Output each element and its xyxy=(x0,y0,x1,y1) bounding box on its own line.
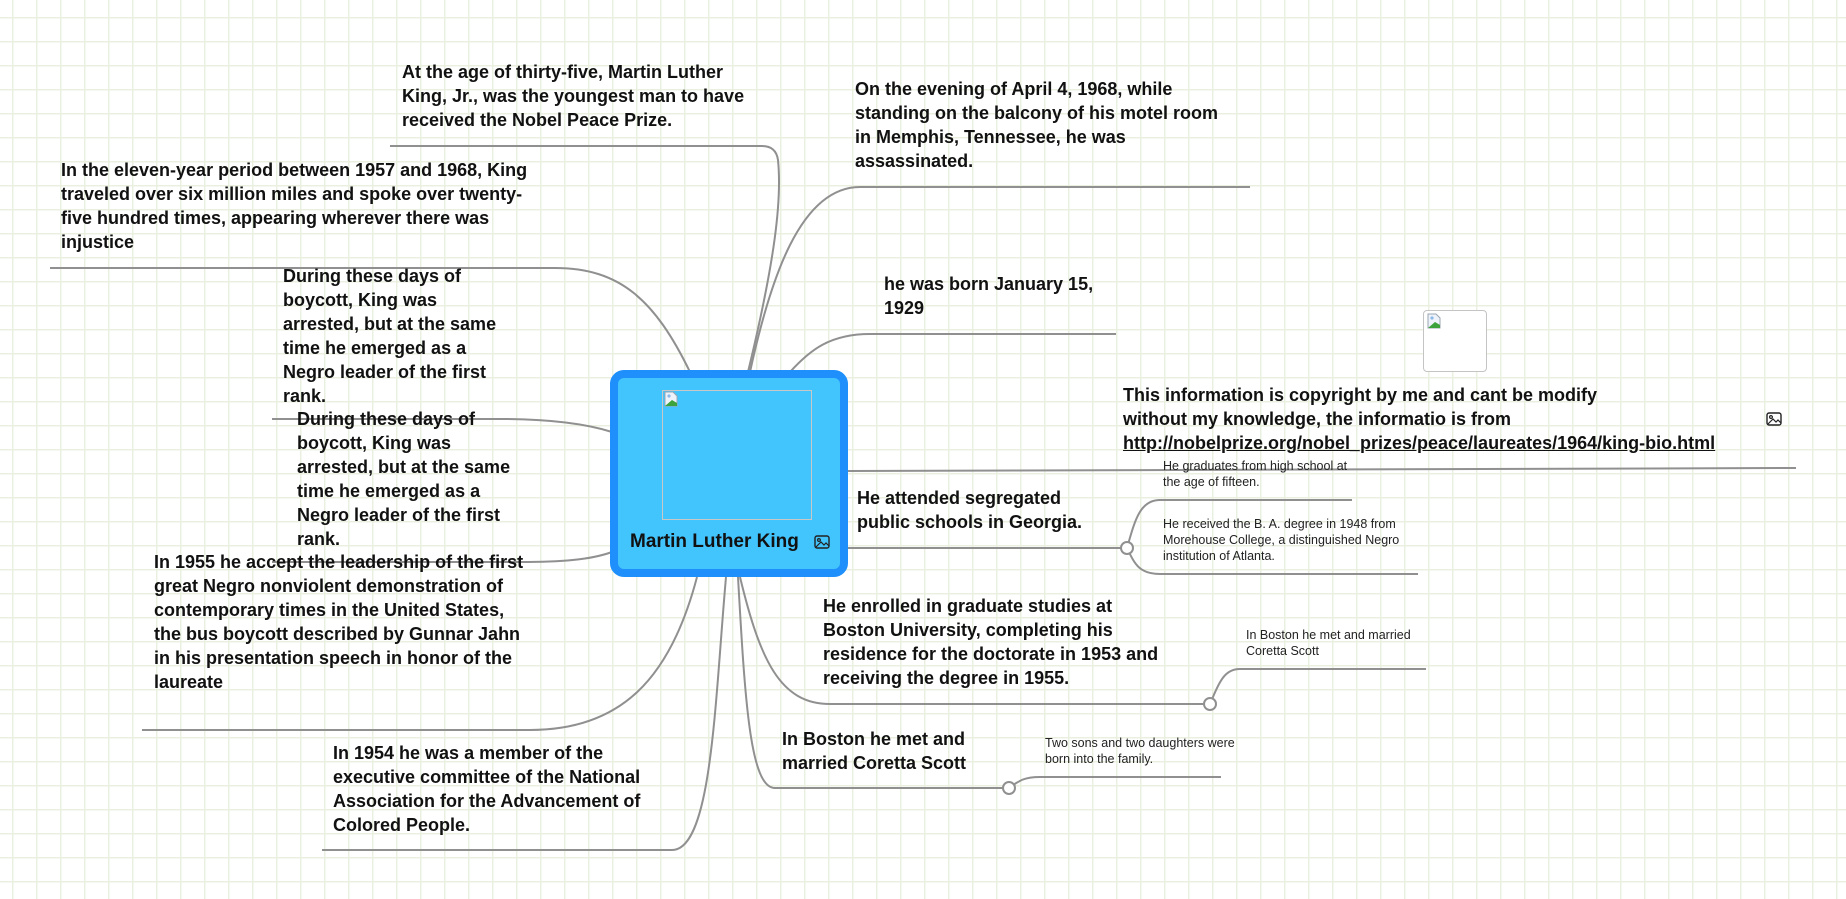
topic-naacp[interactable]: In 1954 he was a member of the executive committee of the National Association for the Advancement of Colored People. xyxy=(333,743,641,835)
link-married-child xyxy=(1009,777,1221,788)
topic-copyright[interactable] xyxy=(1123,383,1783,455)
source-link[interactable]: http://nobelprize.org/nobel_prizes/peace/laureates/1964/king-bio.html xyxy=(1123,433,1716,453)
collapse-toggle-schools xyxy=(1121,542,1133,554)
image-icon[interactable] xyxy=(814,535,830,549)
collapse-toggle-graduate xyxy=(1204,698,1216,710)
central-topic-node[interactable] xyxy=(610,370,848,577)
topic-married-coretta[interactable]: In Boston he met and married Coretta Scott xyxy=(782,729,967,773)
subtopic-ba-degree[interactable]: He received the B. A. degree in 1948 from Morehouse College, a distinguished Negro institution of Atlanta. xyxy=(1163,517,1400,563)
topic-travel[interactable]: In the eleven-year period between 1957 and 1968, King traveled over six million miles and spoke over twenty-five hundred times, appearing wherever there was injustice xyxy=(61,160,528,252)
topic-graduate-studies[interactable]: He enrolled in graduate studies at Boston University, completing his residence for the doctorate in 1953 and receiving the degree in 1955. xyxy=(823,596,1159,688)
topic-bus-boycott-leadership[interactable]: In 1955 he accept the leadership of the first great Negro nonviolent demonstration of contemporary times in the United States, the bus boycott described by Gunnar Jahn in his presentation speech in honor of the laureate xyxy=(154,552,524,692)
link-graduate-child xyxy=(1210,669,1426,704)
central-image-frame xyxy=(662,390,812,520)
link-born xyxy=(790,334,1116,372)
subtopic-children[interactable]: Two sons and two daughters were born into the family. xyxy=(1045,736,1235,766)
topic-boycott-arrest-2[interactable]: During these days of boycott, King was arrested, but at the same time he emerged as a Negro leader of the first rank. xyxy=(297,409,511,549)
broken-image-icon xyxy=(1426,313,1442,329)
subtopic-high-school[interactable]: He graduates from high school at the age of fifteen. xyxy=(1163,459,1348,489)
floating-image-frame[interactable] xyxy=(1423,310,1487,372)
collapse-toggle-married xyxy=(1003,782,1015,794)
subtopic-boston-married[interactable]: In Boston he met and married Coretta Scott xyxy=(1246,628,1411,658)
topic-assassination[interactable]: On the evening of April 4, 1968, while standing on the balcony of his motel room in Memphis, Tennessee, he was assassinated. xyxy=(855,79,1219,171)
image-icon[interactable] xyxy=(1766,412,1782,426)
copyright-text: This information is copyright by me and cant be modify without my knowledge, the informatio is from xyxy=(1123,385,1598,429)
central-topic-title: Martin Luther King xyxy=(630,531,799,552)
topic-nobel-prize[interactable]: At the age of thirty-five, Martin Luther King, Jr., was the youngest man to have received the Nobel Peace Prize. xyxy=(402,62,745,130)
topic-segregated-schools[interactable]: He attended segregated public schools in Georgia. xyxy=(857,488,1083,532)
topic-boycott-arrest-1[interactable]: During these days of boycott, King was arrested, but at the same time he emerged as a Negro leader of the first rank. xyxy=(283,266,497,406)
topic-birth[interactable]: he was born January 15, 1929 xyxy=(884,274,1094,318)
broken-image-icon xyxy=(663,391,679,407)
